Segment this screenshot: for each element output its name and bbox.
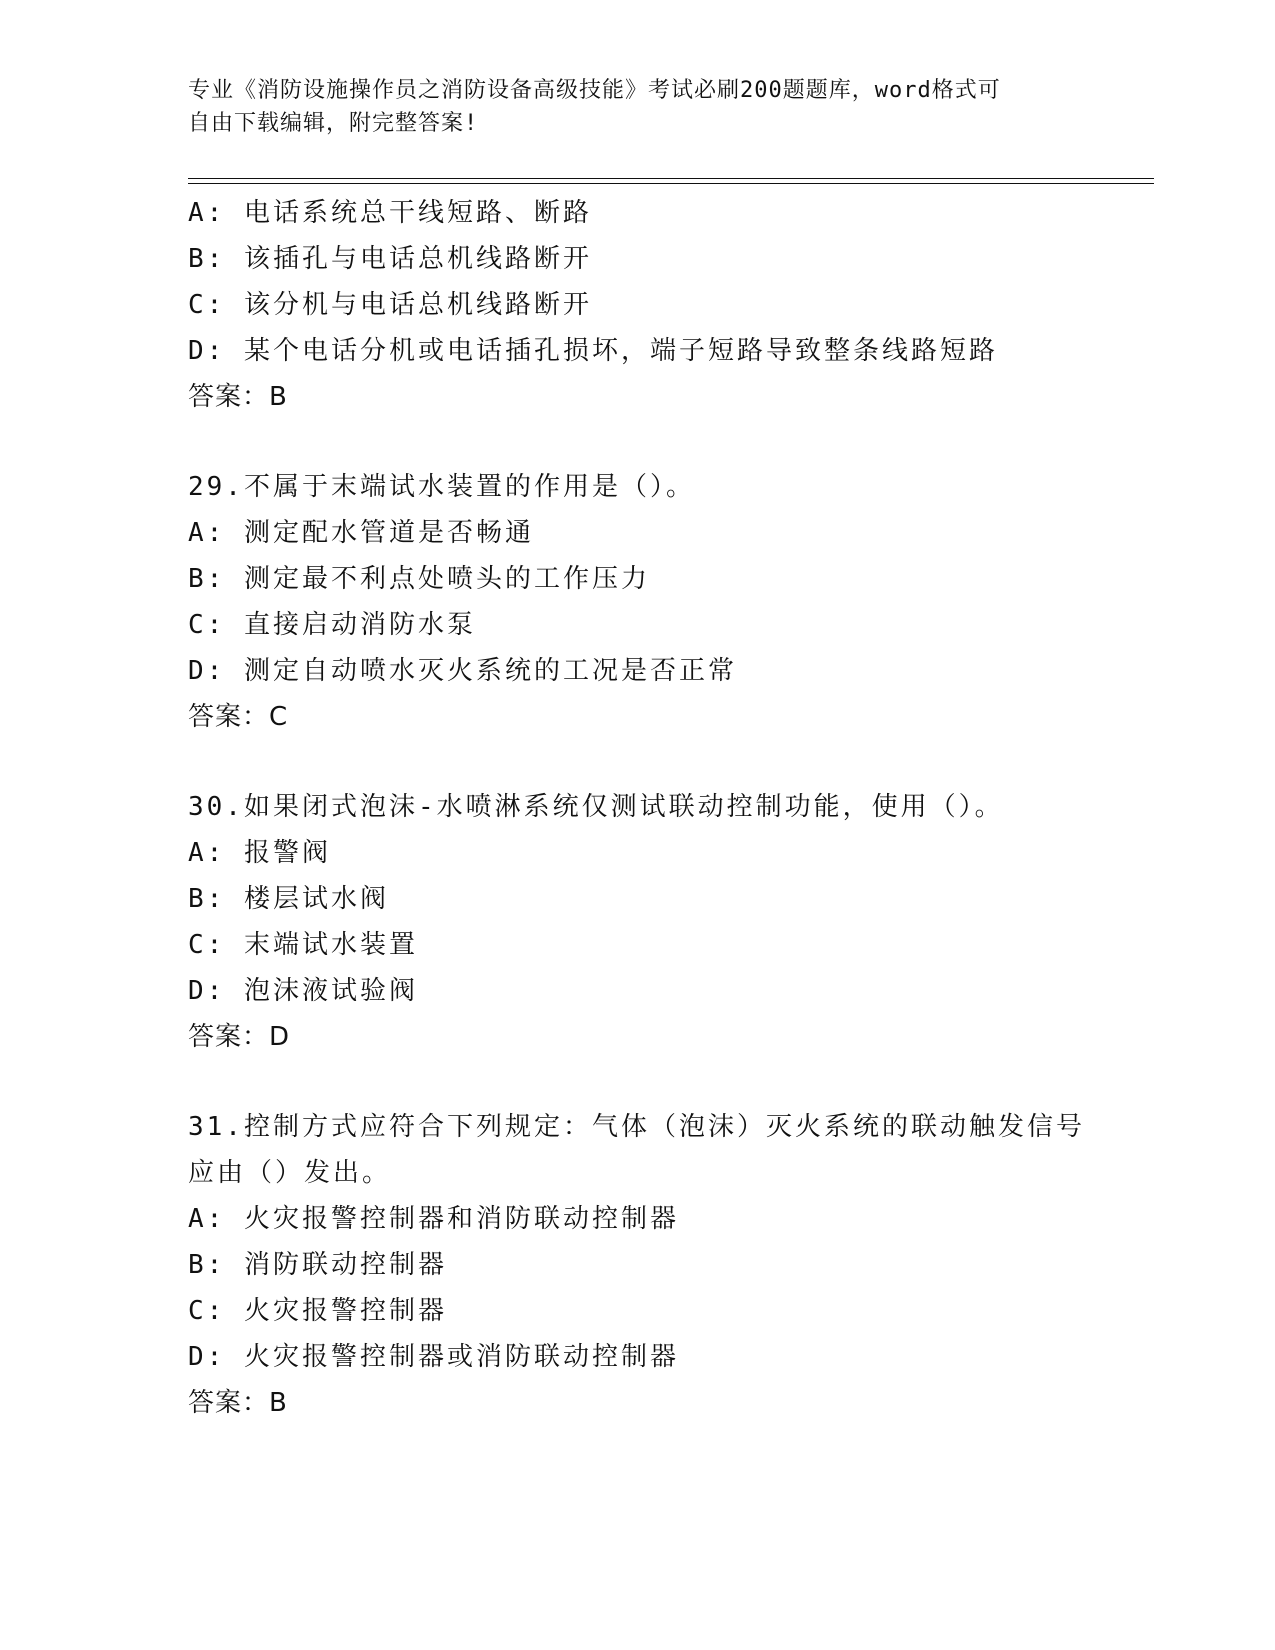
header-line-2: 自由下载编辑，附完整答案! bbox=[188, 111, 479, 136]
answer-line: 答案：D bbox=[188, 1022, 291, 1052]
option-a: A: 电话系统总干线短路、断路 bbox=[188, 198, 592, 228]
spacer bbox=[188, 420, 1088, 464]
option-c: C: 火灾报警控制器 bbox=[188, 1296, 447, 1326]
answer-line: 答案：B bbox=[188, 382, 288, 412]
spacer bbox=[188, 1060, 1088, 1104]
question-text: 29.不属于末端试水装置的作用是（）。 bbox=[188, 472, 695, 502]
option-a: A: 报警阀 bbox=[188, 838, 331, 868]
option-b: B: 消防联动控制器 bbox=[188, 1250, 447, 1280]
question-block-28 bbox=[188, 190, 1088, 420]
option-c: C: 末端试水装置 bbox=[188, 930, 418, 960]
question-block-30 bbox=[188, 784, 1088, 1060]
option-b: B: 楼层试水阀 bbox=[188, 884, 389, 914]
option-c: C: 该分机与电话总机线路断开 bbox=[188, 290, 592, 320]
option-d: D: 火灾报警控制器或消防联动控制器 bbox=[188, 1342, 679, 1372]
option-b: B: 测定最不利点处喷头的工作压力 bbox=[188, 564, 650, 594]
header-divider-bottom bbox=[188, 183, 1154, 184]
option-a: A: 测定配水管道是否畅通 bbox=[188, 518, 534, 548]
header-divider-top bbox=[188, 178, 1154, 179]
option-b: B: 该插孔与电话总机线路断开 bbox=[188, 244, 592, 274]
question-text: 30.如果闭式泡沫-水喷淋系统仅测试联动控制功能，使用（）。 bbox=[188, 792, 1004, 822]
document-header bbox=[188, 74, 1068, 140]
question-text-line-1: 31.控制方式应符合下列规定：气体（泡沫）灭火系统的联动触发信号 bbox=[188, 1112, 1085, 1142]
question-block-29 bbox=[188, 464, 1088, 740]
answer-line: 答案：B bbox=[188, 1388, 288, 1418]
option-d: D: 某个电话分机或电话插孔损坏，端子短路导致整条线路短路 bbox=[188, 336, 998, 366]
question-block-31 bbox=[188, 1104, 1088, 1426]
option-d: D: 泡沫液试验阀 bbox=[188, 976, 418, 1006]
answer-line: 答案：C bbox=[188, 702, 289, 732]
option-c: C: 直接启动消防水泵 bbox=[188, 610, 476, 640]
spacer bbox=[188, 740, 1088, 784]
option-a: A: 火灾报警控制器和消防联动控制器 bbox=[188, 1204, 679, 1234]
header-line-1: 专业《消防设施操作员之消防设备高级技能》考试必刷200题题库，word格式可 bbox=[188, 78, 1001, 103]
question-text-line-2: 应由（）发出。 bbox=[188, 1158, 392, 1188]
question-list bbox=[188, 190, 1088, 1426]
option-d: D: 测定自动喷水灭火系统的工况是否正常 bbox=[188, 656, 737, 686]
